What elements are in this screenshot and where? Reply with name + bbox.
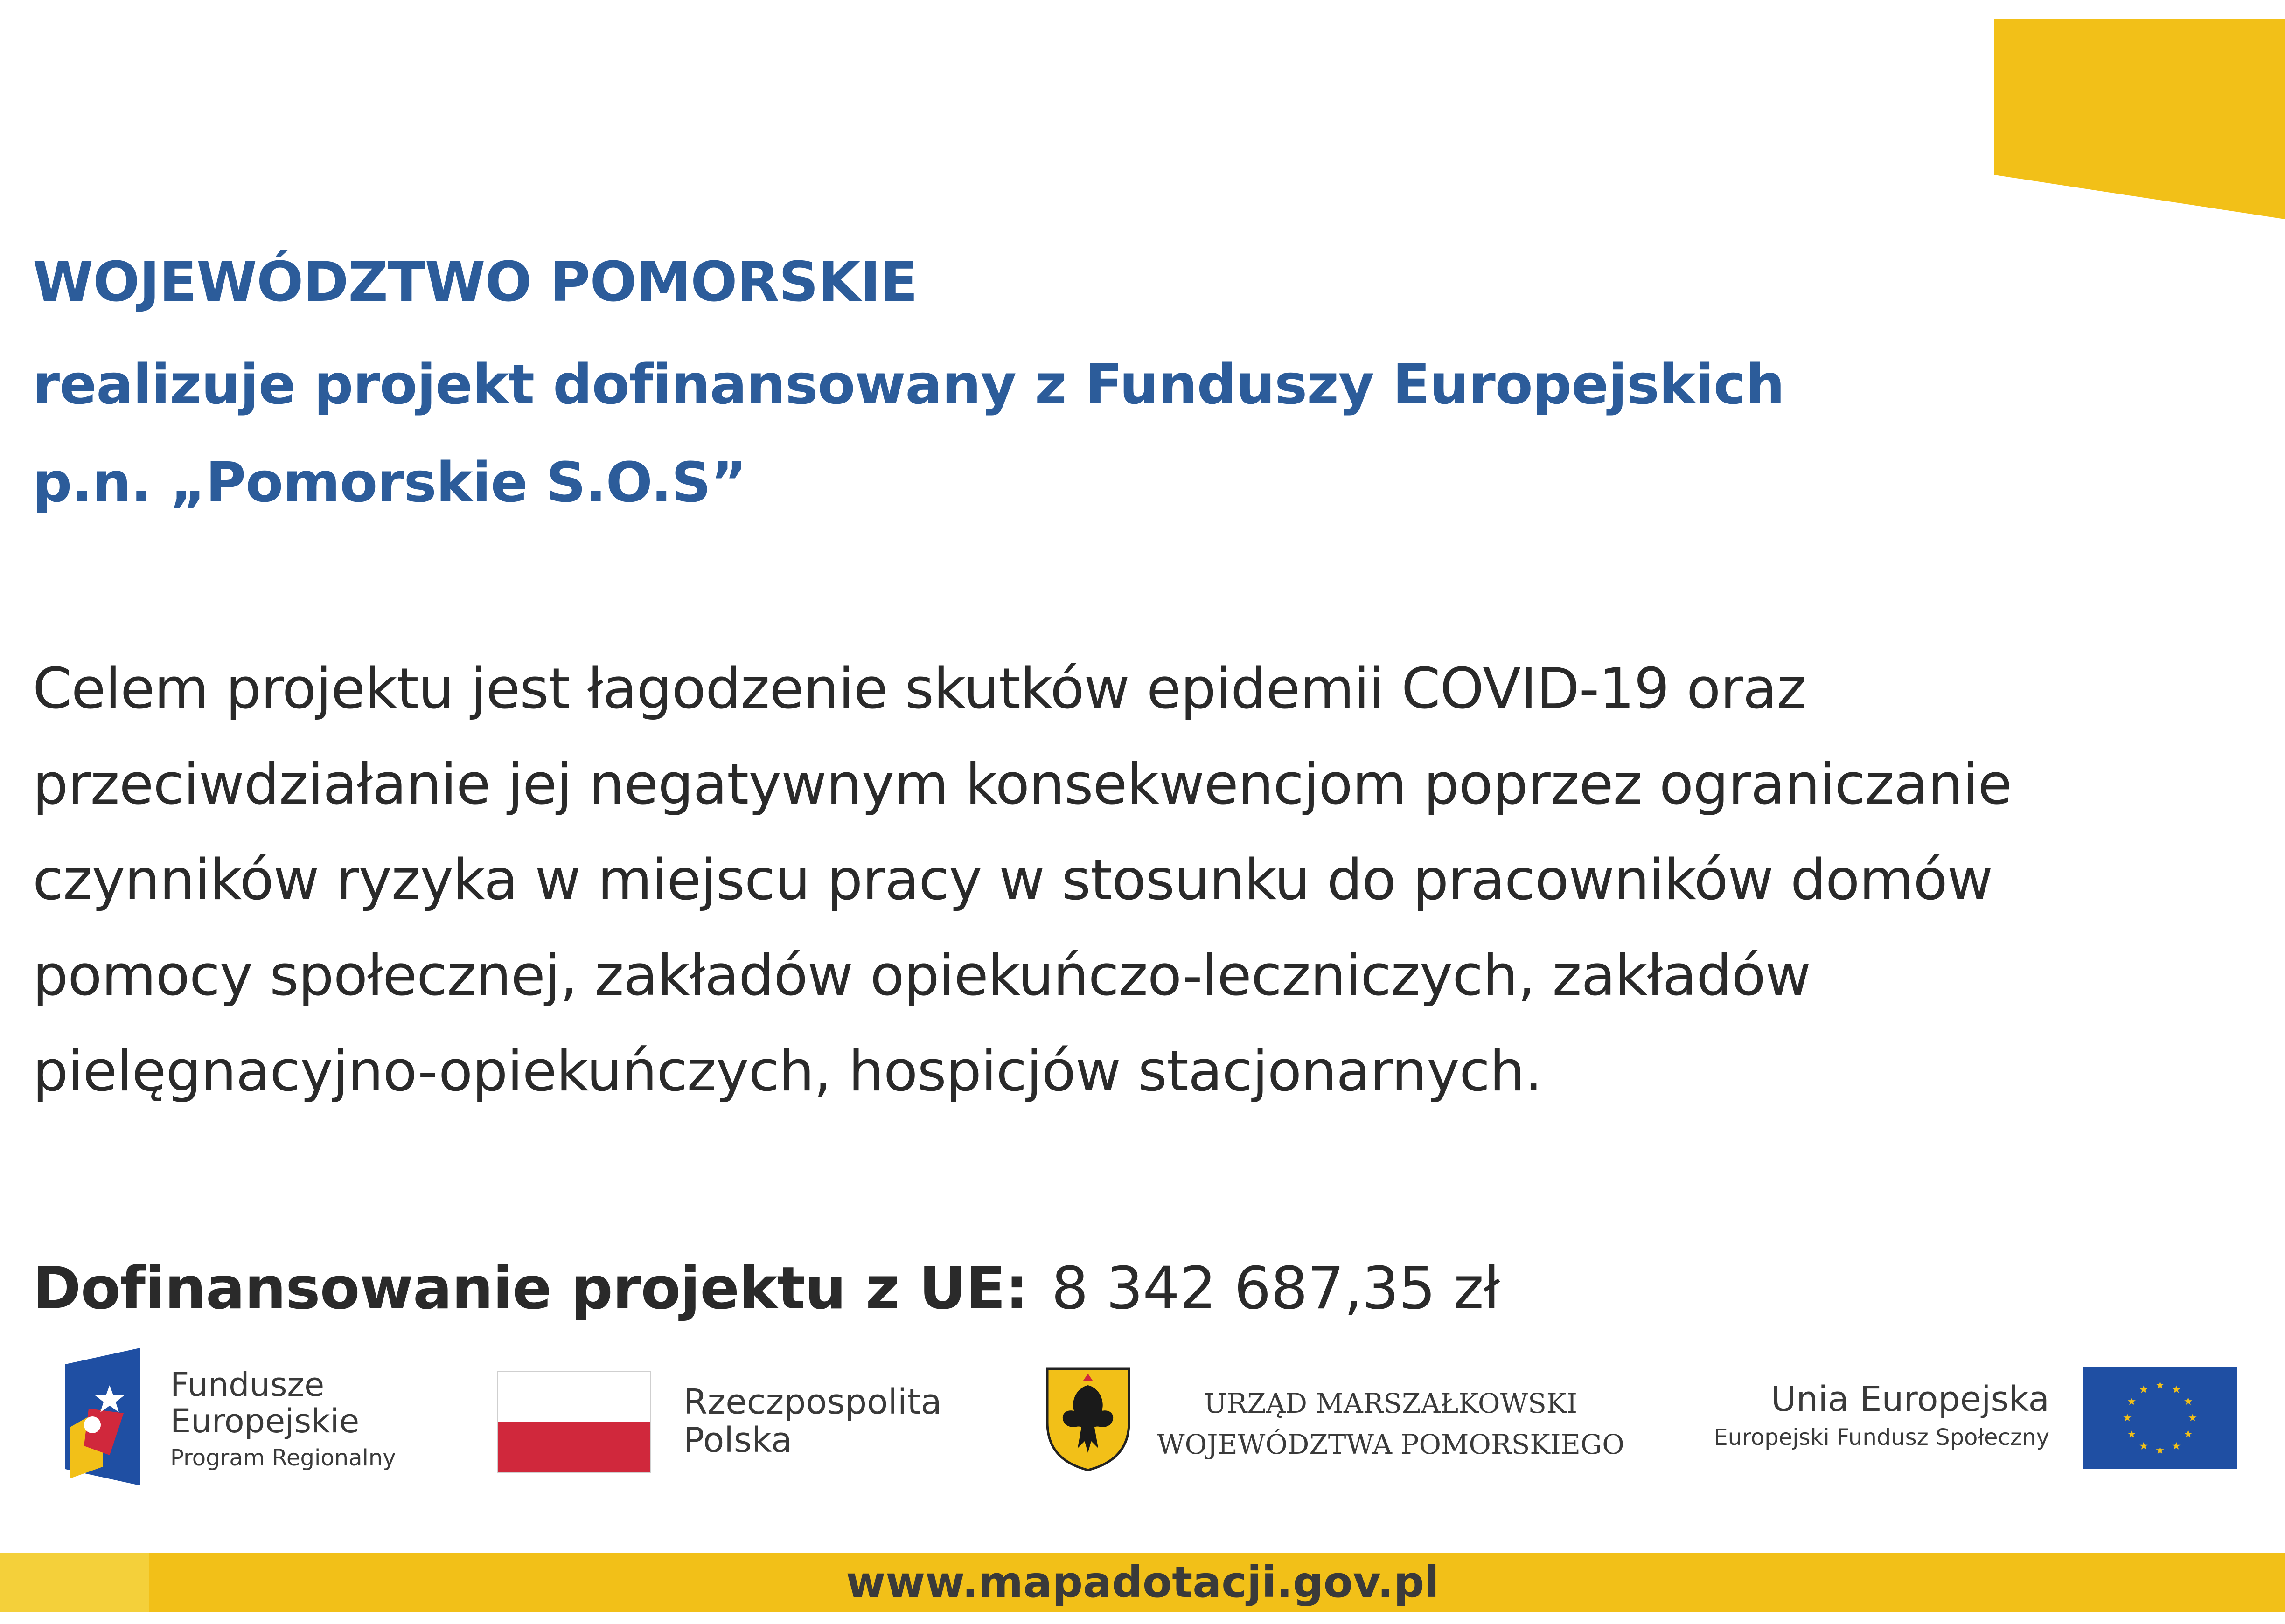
project-subtitle: realizuje projekt dofinansowany z Funduszy Europejskich [33, 352, 1784, 416]
description-line: pomocy społecznej, zakładów opiekuńczo-leczniczych, zakładów [33, 944, 1811, 1008]
polish-flag-icon [497, 1371, 651, 1473]
funding-amount: 8 342 687,35 zł [1051, 1255, 1500, 1322]
ue-name: Unia Europejska [1771, 1379, 2049, 1419]
funding-label: Dofinansowanie projektu z UE: [33, 1255, 1028, 1322]
urzad-line1: URZĄD MARSZAŁKOWSKI [1204, 1388, 1578, 1419]
eu-flag-icon [2083, 1367, 2237, 1469]
description-line: czynników ryzyka w miejscu pracy w stosunku do pracowników domów [33, 848, 1992, 913]
project-name: p.n. „Pomorskie S.O.S” [33, 450, 746, 514]
project-description [33, 641, 2039, 1119]
funding-info [33, 1255, 1499, 1322]
rzeczpospolita-polska-text [683, 1383, 942, 1459]
polska-line1: Rzeczpospolita [683, 1382, 942, 1422]
corner-accent-band [1994, 19, 2285, 219]
description-line: przeciwdziałanie jej negatywnym konsekwencjom poprzez ograniczanie [33, 752, 2012, 817]
ue-sub: Europejski Fundusz Społeczny [1714, 1424, 2049, 1450]
description-line: pielęgnacyjno-opiekuńczych, hospicjów stacjonarnych. [33, 1039, 1542, 1104]
polska-line2: Polska [683, 1420, 793, 1460]
fundusze-europejskie-text [170, 1367, 396, 1477]
description-line: Celem projektu jest łagodzenie skutków epidemii COVID-19 oraz [33, 657, 1806, 722]
urzad-line2: WOJEWÓDZTWA POMORSKIEGO [1157, 1429, 1624, 1460]
fundusze-line1: Fundusze [170, 1366, 325, 1404]
fundusze-sub: Program Regionalny [170, 1445, 396, 1471]
pomorskie-coat-of-arms-icon [1045, 1367, 1131, 1471]
urzad-marszalkowski-text [1157, 1383, 1624, 1465]
fundusze-line2: Europejskie [170, 1402, 360, 1440]
region-title: WOJEWÓDZTWO POMORSKIE [33, 250, 918, 314]
unia-europejska-text [1714, 1378, 2049, 1455]
footer-website-link[interactable]: www.mapadotacji.gov.pl [846, 1557, 1439, 1607]
fundusze-europejskie-logo-icon [65, 1348, 140, 1485]
